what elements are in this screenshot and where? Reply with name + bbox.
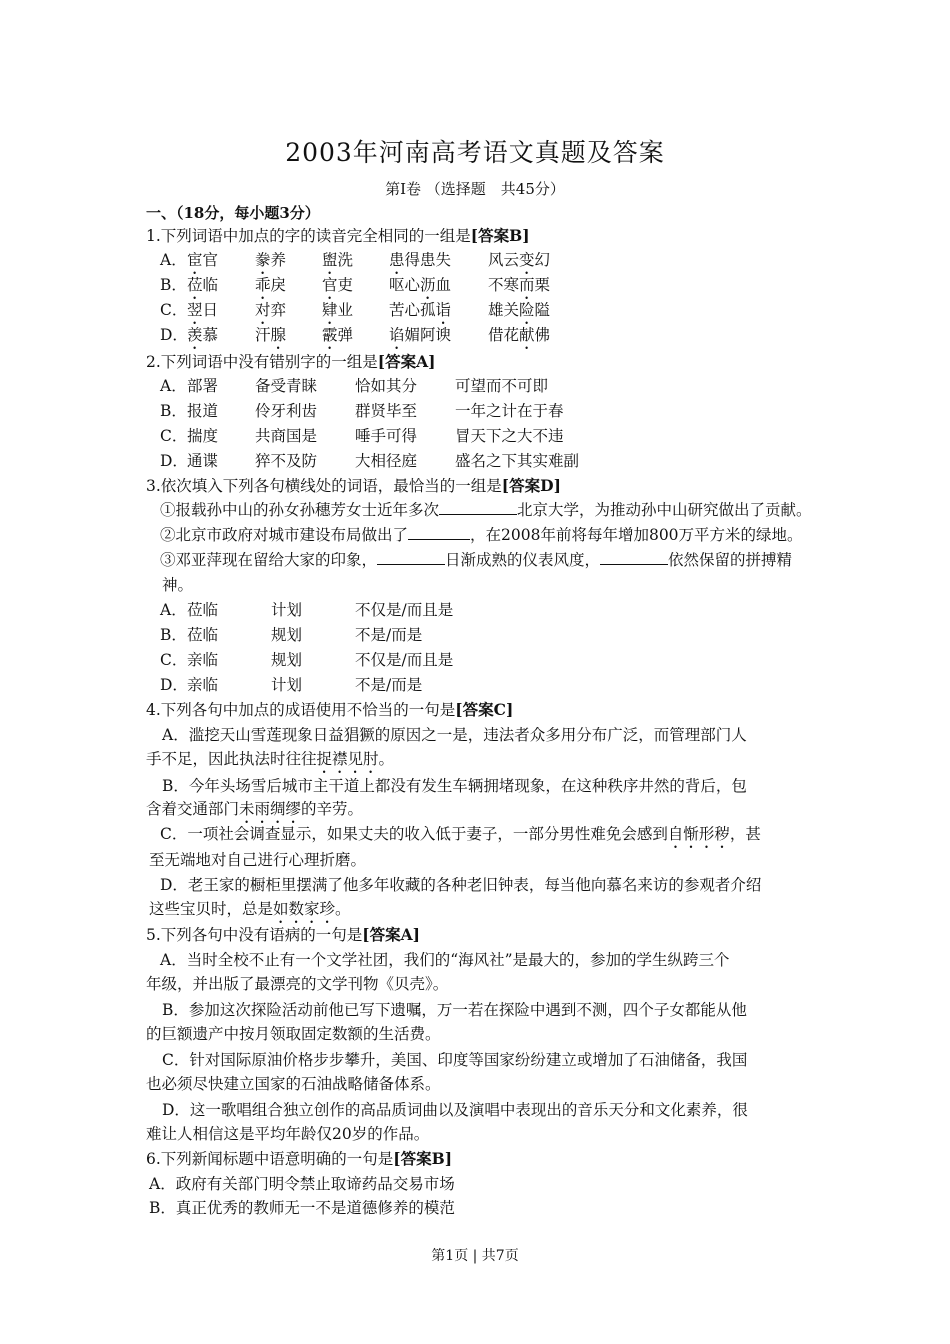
option-word: 不仅是/而且是 (355, 651, 454, 669)
question-4-option-b-cont: 含着交通部门未雨绸缪的辛劳。 (146, 800, 364, 818)
answer-badge: [答案B] (470, 226, 530, 245)
question-3-stem: 3.依次填入下列各句横线处的词语，最恰当的一组是[答案D] (146, 476, 561, 495)
question-6-option-b: B．真正优秀的教师无一不是道德修养的模范 (149, 1199, 455, 1217)
question-4-option-a-cont: 手不足，因此执法时往往捉襟见肘。 (146, 750, 395, 768)
option-label: A． (160, 377, 187, 395)
option-label: A． (160, 601, 187, 619)
option-word: 患得患失 (389, 251, 452, 269)
answer-badge: [答案A] (362, 925, 420, 944)
page-footer: 第1页 | 共7页 (431, 1248, 519, 1264)
option-word: 不寒而栗 (488, 276, 551, 294)
option-word: 莅临 (187, 626, 219, 644)
question-5-option-d-cont: 难让人相信这是平均年龄仅20岁的作品。 (146, 1125, 430, 1143)
option-word: 唾手可得 (355, 427, 418, 445)
question-5-option-d: D．这一歌唱组合独立创作的高品质词曲以及演唱中表现出的音乐天分和文化素养，很 (162, 1101, 748, 1119)
option-label: D． (160, 452, 188, 470)
option-label: B． (160, 276, 187, 294)
question-5-option-c-cont: 也必须尽快建立国家的石油战略储备体系。 (146, 1075, 441, 1093)
option-label: C． (160, 427, 188, 445)
option-word: 莅临 (187, 601, 219, 619)
answer-badge: [答案B] (393, 1149, 453, 1168)
question-5-option-b: B．参加这次探险活动前他已写下遗嘱，万一若在探险中遇到不测，四个子女都能从他 (162, 1001, 747, 1019)
option-word: 部署 (187, 377, 219, 395)
question-4-option-d: D．老王家的橱柜里摆满了他多年收藏的各种老旧钟表，每当他向慕名来访的参观者介绍 (160, 876, 762, 894)
option-word: 官吏 (322, 276, 354, 294)
option-word: 对弈 (255, 301, 287, 319)
question-5-stem: 5.下列各句中没有语病的一句是[答案A] (146, 925, 420, 944)
question-5-option-a: A．当时全校不止有一个文学社团，我们的“海风社”是最大的，参加的学生纵跨三个 (160, 951, 730, 969)
option-word: 霰弹 (322, 326, 354, 344)
fill-blank (377, 550, 445, 565)
question-6-stem: 6.下列新闻标题中语意明确的一句是[答案B] (146, 1149, 453, 1168)
option-word: 揣度 (187, 427, 219, 445)
option-word: 呕心沥血 (389, 276, 452, 294)
question-2-stem: 2.下列词语中没有错别字的一组是[答案A] (146, 352, 436, 371)
option-word: 谄媚阿谀 (389, 326, 452, 344)
question-5-option-c: C．针对国际原油价格步步攀升，美国、印度等国家纷纷建立或增加了石油储备，我国 (162, 1051, 748, 1069)
option-word: 亲临 (187, 676, 219, 694)
option-word: 伶牙利齿 (255, 402, 318, 420)
question-1-stem: 1.下列词语中加点的字的读音完全相同的一组是[答案B] (146, 226, 530, 245)
option-word: 雄关险隘 (488, 301, 551, 319)
fill-blank (408, 525, 470, 540)
option-word: 不是/而是 (355, 626, 423, 644)
option-word: 可望而不可即 (455, 377, 549, 395)
option-word: 苦心孤诣 (389, 301, 452, 319)
option-label: B． (160, 626, 187, 644)
option-word: 翌日 (187, 301, 219, 319)
question-4-option-c: C．一项社会调查显示，如果丈夫的收入低于妻子，一部分男性难免会感到自惭形秽，甚 (160, 825, 761, 843)
page-title: 2003年河南高考语文真题及答案 (285, 138, 665, 167)
option-label: A． (160, 251, 187, 269)
option-word: 计划 (271, 676, 303, 694)
fill-blank (439, 500, 517, 515)
option-word: 盛名之下其实难副 (455, 452, 580, 470)
answer-badge: [答案C] (455, 700, 514, 719)
option-word: 汗腺 (255, 326, 287, 344)
question-3-sentence: ②北京市政府对城市建设布局做出了 ，在2008年前将每年增加800万平方米的绿地。 (160, 526, 803, 544)
question-4-option-b: B．今年头场雪后城市主干道上都没有发生车辆拥堵现象，在这种秩序井然的背后，包 (162, 777, 747, 795)
option-word: 规划 (271, 626, 303, 644)
question-4-option-a: A．滥挖天山雪莲现象日益猖獗的原因之一是，违法者众多用分布广泛，而管理部门人 (162, 726, 747, 744)
option-word: 猝不及防 (255, 452, 318, 470)
option-label: C． (160, 301, 188, 319)
option-word: 报道 (187, 402, 219, 420)
option-word: 不是/而是 (355, 676, 423, 694)
section-heading: 一、（18分，每小题3分） (146, 204, 320, 222)
option-word: 羡慕 (187, 326, 219, 344)
option-word: 肄业 (322, 301, 354, 319)
option-word: 乖戾 (255, 276, 287, 294)
question-3-sentence: ③邓亚萍现在留给大家的印象， 日渐成熟的仪表风度， 依然保留的拼搏精 (160, 551, 793, 569)
option-label: C． (160, 651, 188, 669)
option-label: B． (160, 402, 187, 420)
option-label: D． (160, 676, 188, 694)
question-5-option-b-cont: 的巨额遗产中按月领取固定数额的生活费。 (146, 1025, 441, 1043)
option-word: 风云变幻 (488, 251, 551, 269)
option-word: 计划 (271, 601, 303, 619)
option-word: 不仅是/而且是 (355, 601, 454, 619)
option-word: 大相径庭 (355, 452, 418, 470)
option-word: 群贤毕至 (355, 402, 418, 420)
option-word: 盥洗 (322, 251, 354, 269)
option-word: 共商国是 (255, 427, 318, 445)
answer-badge: [答案A] (377, 352, 436, 371)
question-4-stem: 4.下列各句中加点的成语使用不恰当的一句是[答案C] (146, 700, 514, 719)
option-word: 借花献佛 (488, 326, 551, 344)
question-4-option-c-cont: 至无端地对自己进行心理折磨。 (149, 851, 367, 869)
option-word: 通谍 (187, 452, 219, 470)
section-subtitle: 第Ⅰ卷 （选择题 共45分） (385, 180, 565, 198)
question-5-option-a-cont: 年级，并出版了最漂亮的文学刊物《贝壳》。 (146, 975, 449, 993)
option-word: 一年之计在于春 (455, 402, 564, 420)
fill-blank (600, 550, 668, 565)
option-word: 豢养 (255, 251, 287, 269)
question-6-option-a: A．政府有关部门明令禁止取谛药品交易市场 (149, 1175, 455, 1193)
option-word: 规划 (271, 651, 303, 669)
question-3-sentence-cont: 神。 (162, 576, 194, 594)
option-word: 备受青睐 (255, 377, 318, 395)
option-word: 莅临 (187, 276, 219, 294)
question-3-sentence: ①报载孙中山的孙女孙穗芳女士近年多次 北京大学，为推动孙中山研究做出了贡献。 (160, 501, 812, 519)
question-4-option-d-cont: 这些宝贝时，总是如数家珍。 (149, 900, 351, 918)
option-word: 宦官 (187, 251, 219, 269)
answer-badge: [答案D] (501, 476, 561, 495)
option-word: 冒天下之大不违 (455, 427, 564, 445)
option-label: D． (160, 326, 188, 344)
option-word: 亲临 (187, 651, 219, 669)
option-word: 恰如其分 (355, 377, 418, 395)
